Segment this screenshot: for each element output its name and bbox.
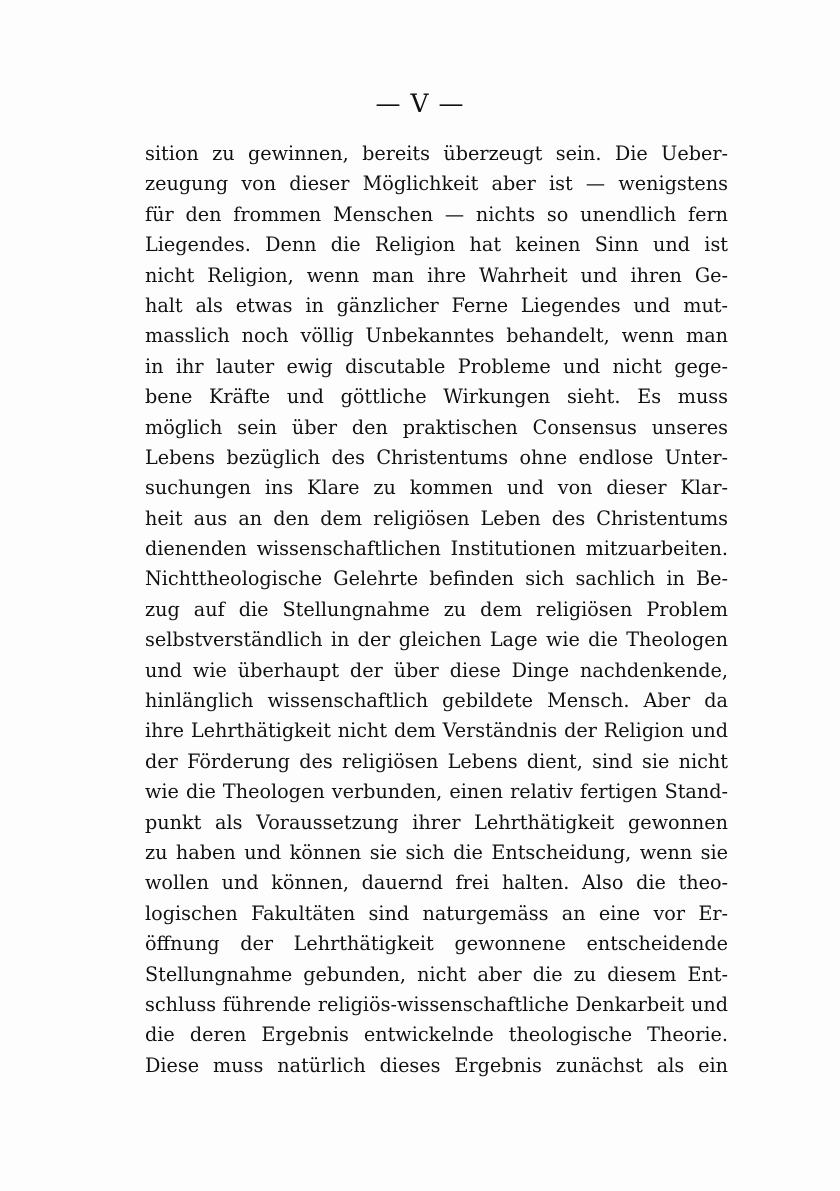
text-line: zeugung von dieser Möglichkeit aber ist — wenigstens: [145, 172, 728, 196]
text-line: für den frommen Menschen — nichts so unendlich fern: [145, 202, 728, 226]
text-line: ihre Lehrthätigkeit nicht dem Verständnis der Religion und: [145, 719, 728, 743]
text-line: die deren Ergebnis entwickelnde theologische Theorie.: [145, 1023, 728, 1047]
text-line: suchungen ins Klare zu kommen und von dieser Klar-: [145, 476, 728, 500]
text-line: Stellungnahme gebunden, nicht aber die zu diesem Ent-: [145, 962, 728, 986]
text-line: halt als etwas in gänzlicher Ferne Liegendes und mut-: [145, 293, 728, 317]
text-line: hinlänglich wissenschaftlich gebildete Mensch. Aber da: [145, 689, 728, 713]
text-line: logischen Fakultäten sind naturgemäss an eine vor Er-: [145, 901, 728, 925]
text-line: zu haben und können sie sich die Entscheidung, wenn sie: [145, 840, 728, 864]
text-line: Diese muss natürlich dieses Ergebnis zunächst als ein: [145, 1053, 728, 1077]
text-line: wollen und können, dauernd frei halten. Also die theo-: [145, 871, 728, 895]
text-line: Nichttheologische Gelehrte befinden sich sachlich in Be-: [145, 567, 728, 591]
text-line: punkt als Voraussetzung ihrer Lehrthätigkeit gewonnen: [145, 810, 728, 834]
text-line: sition zu gewinnen, bereits überzeugt sein. Die Ueber-: [145, 142, 728, 165]
text-line: nicht Religion, wenn man ihre Wahrheit und ihren Ge-: [145, 263, 728, 287]
text-line: heit aus an den dem religiösen Leben des Christentums: [145, 506, 728, 530]
text-line: öffnung der Lehrthätigkeit gewonnene entscheidende: [145, 932, 728, 956]
text-line: selbstverständlich in der gleichen Lage wie die Theologen: [145, 628, 728, 652]
text-line: in ihr lauter ewig discutable Probleme und nicht gege-: [145, 354, 728, 378]
text-line: der Förderung des religiösen Lebens dient, sind sie nicht: [145, 749, 728, 773]
text-line: möglich sein über den praktischen Consensus unseres: [145, 415, 728, 439]
body-text: [145, 139, 728, 1081]
text-line: dienenden wissenschaftlichen Institutionen mitzuarbeiten.: [145, 537, 728, 561]
page-number-header: — V —: [375, 89, 465, 118]
text-line: schluss führende religiös-wissenschaftliche Denkarbeit und: [145, 992, 728, 1016]
text-line: Lebens bezüglich des Christentums ohne endlose Unter-: [145, 445, 728, 469]
text-line: zug auf die Stellungnahme zu dem religiösen Problem: [145, 597, 728, 621]
text-line: und wie überhaupt der über diese Dinge nachdenkende,: [145, 658, 728, 682]
text-line: Liegendes. Denn die Religion hat keinen Sinn und ist: [145, 233, 728, 257]
text-line: wie die Theologen verbunden, einen relativ fertigen Stand-: [145, 780, 728, 804]
text-line: masslich noch völlig Unbekanntes behandelt, wenn man: [145, 324, 728, 348]
text-line: bene Kräfte und göttliche Wirkungen sieht. Es muss: [145, 385, 728, 409]
